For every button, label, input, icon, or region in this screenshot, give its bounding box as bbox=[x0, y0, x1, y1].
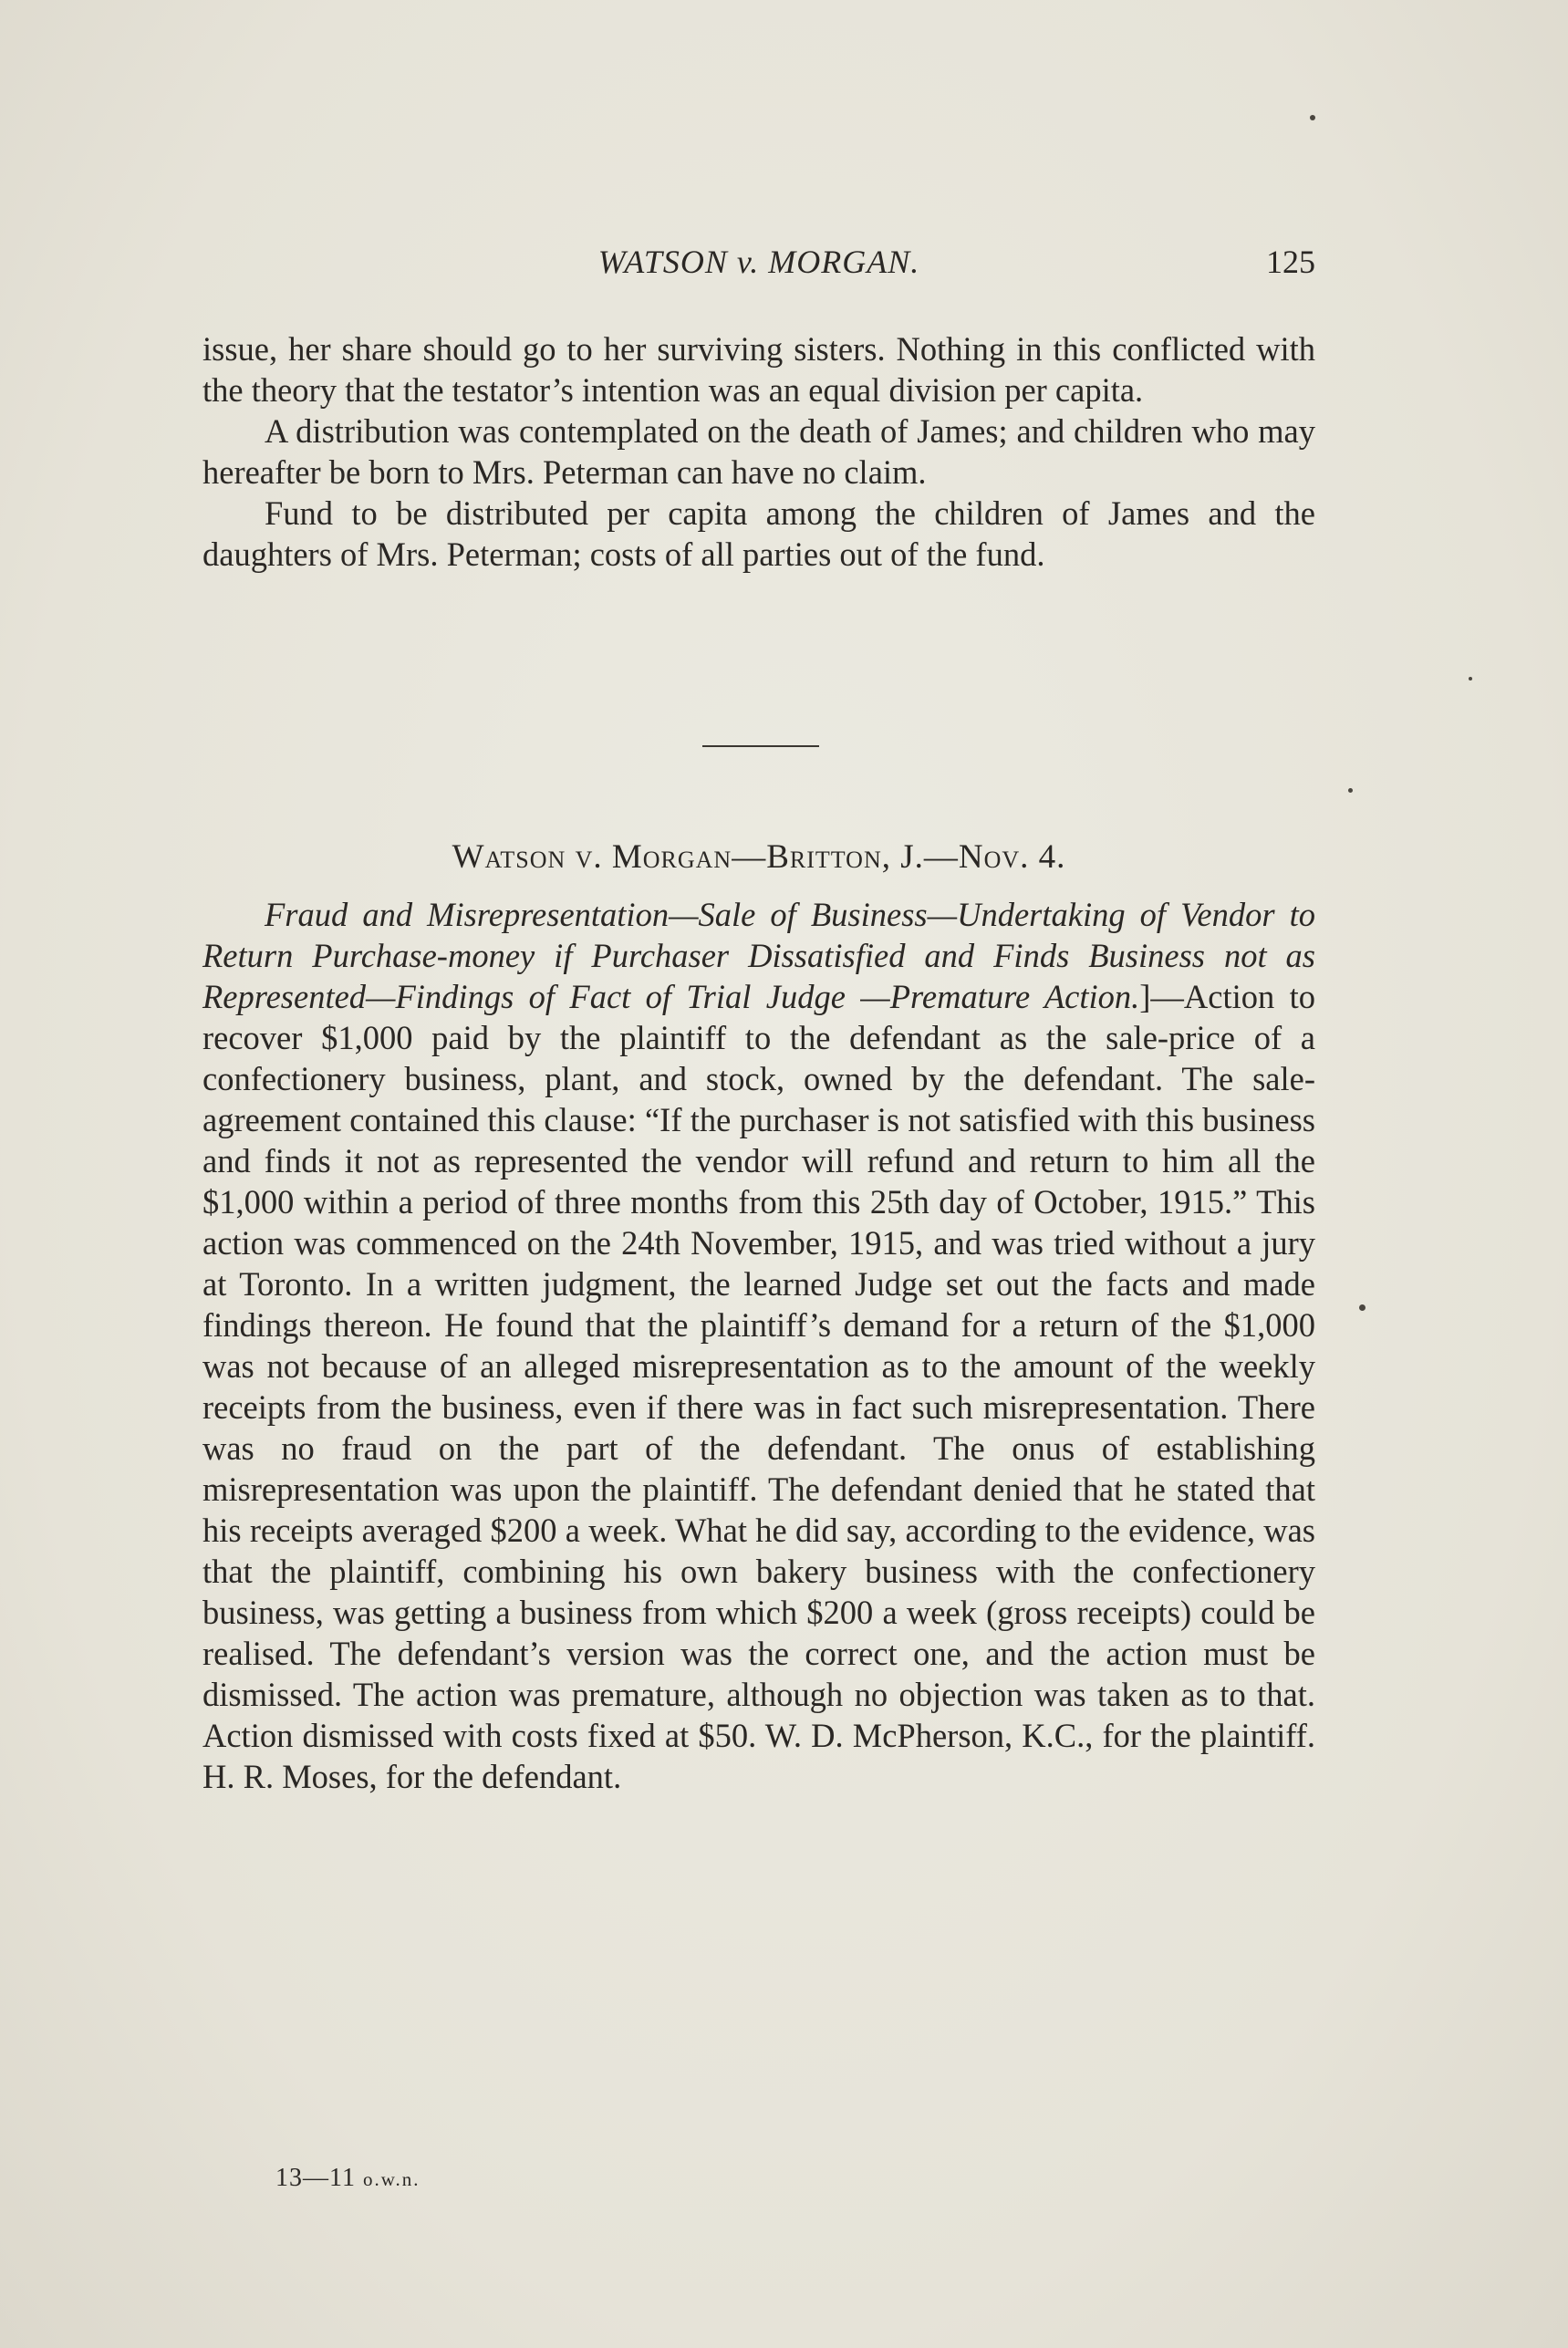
paragraph: A distribution was contemplated on the death of James; and children who may hereafter be born to Mrs. Peterman can have no claim. bbox=[202, 412, 1315, 491]
signature-mark bbox=[275, 2164, 421, 2193]
signature-number: 13—11 bbox=[275, 2164, 356, 2192]
headnote: Fraud and Misrepresentation—Sale of Business—Undertaking of Vendor to Return Purchase-money if Purchaser Dissatisfied and Finds Business not as Represented—Findings of Fact of Trial Judge —Premature Action. bbox=[202, 896, 1315, 1015]
case-paragraph bbox=[202, 894, 1315, 1797]
section-divider bbox=[702, 745, 819, 747]
page-number: 125 bbox=[1266, 244, 1315, 280]
case-title: Watson v. Morgan—Britton, J.—Nov. 4. bbox=[452, 838, 1066, 876]
page-header bbox=[202, 239, 1315, 294]
paper-speck bbox=[1359, 1304, 1366, 1311]
case-body: ]—Action to recover $1,000 paid by the plaintiff to the defendant as the sale-price of a confectionery business, plant, and stock, owned by the defendant. The sale-agreement contained this clause: “If the purchaser is not satisfied with this business and finds it not as represented the vendor will refund and return to him all the $1,000 within a period of three months from this 25th day of October, 1915.” This action was commenced on the 24th November, 1915, and was tried without a jury at Toronto. In a written judgment, the learned Judge set out the facts and made findings thereon. He found that the plaintiff’s demand for a return of the $1,000 was not because of an alleged misrepresentation as to the amount of the weekly receipts from the business, even if there was in fact such misrepresentation. There was no fraud on the part of the defendant. The onus of establishing misrepresentation was upon the plaintiff. The defendant denied that he stated that his receipts averaged $200 a week. What he did say, according to the evidence, was that the plaintiff, combining his own bakery business with the confectionery business, was getting a business from which $200 a week (gross receipts) could be realised. The defendant’s version was the correct one, and the action must be dismissed. The action was premature, although no objection was taken as to that. Action dismissed with costs fixed at $50. W. D. McPherson, K.C., for the plaintiff. H. R. Moses, for the defendant. bbox=[202, 978, 1315, 1795]
continuation-text bbox=[202, 328, 1315, 575]
paper-speck bbox=[1469, 677, 1472, 681]
running-head: WATSON v. MORGAN. bbox=[597, 244, 920, 280]
paragraph: issue, her share should go to her surviving sisters. Nothing in this conflicted with the theory that the testator’s intention was an equal division per capita. bbox=[202, 330, 1315, 409]
paragraph: Fund to be distributed per capita among the children of James and the daughters of Mrs. Peterman; costs of all parties out of the fund. bbox=[202, 494, 1315, 573]
paper-speck bbox=[1310, 115, 1315, 120]
paper-speck bbox=[1348, 788, 1353, 793]
case-report bbox=[202, 894, 1315, 1797]
series-abbreviation: o.w.n. bbox=[362, 2168, 421, 2190]
